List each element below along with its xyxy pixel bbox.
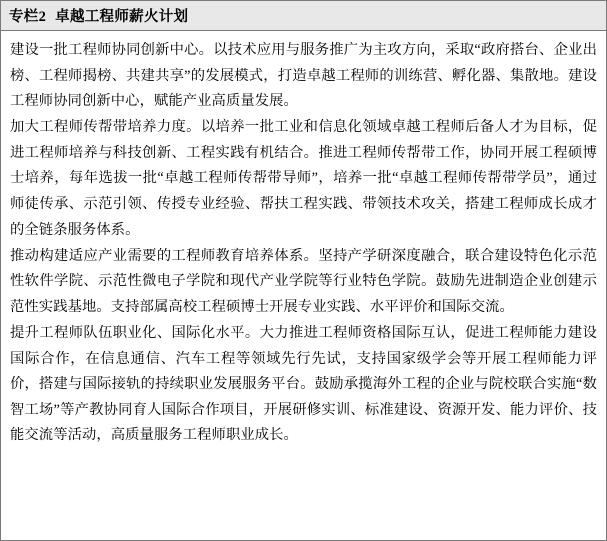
feature-box-header [1,1,606,31]
paragraph: 提升工程师队伍职业化、国际化水平。大力推进工程师资格国际互认，促进工程师能力建设国际合作，在信息通信、汽车工程等领域先行先试，支持国家级学会等开展工程师能力评价，搭建与国际接轨的持续职业发展服务平台。鼓励承揽海外工程的企业与院校联合实施“数智工场”等产教协同育人国际合作项目，开展研修实训、标准建设、资源开发、能力评价、技能交流等活动，高质量服务工程师职业成长。 [10,325,597,444]
feature-box-label: 专栏2 [9,9,47,25]
feature-box-title: 卓越工程师薪火计划 [55,9,189,25]
paragraph: 建设一批工程师协同创新中心。以技术应用与服务推广为主攻方向，采取“政府搭台、企业出榜、工程师揭榜、共建共享”的发展模式，打造卓越工程师的训练营、孵化器、集散地。建设工程师协同创新中心，赋能产业高质量发展。 [10,42,597,110]
feature-box-body [1,31,606,540]
paragraph: 推动构建适应产业需要的工程师教育培养体系。坚持产学研深度融合，联合建设特色化示范性软件学院、示范性微电子学院和现代产业学院等行业特色学院。鼓励先进制造企业创建示范性实践基地。支持部属高校工程硕博士开展专业实践、水平评价和国际交流。 [10,247,597,315]
paragraph: 加大工程师传帮带培养力度。以培养一批工业和信息化领域卓越工程师后备人才为目标，促进工程师培养与科技创新、工程实践有机结合。推进工程师传帮带工作，协同开展工程硕博士培养，每年选拔一批“卓越工程师传帮带导师”，培养一批“卓越工程师传帮带学员”，通过师徒传承、示范引领、传授专业经验、帮扶工程实践、带领技术攻关，搭建工程师成长成才的全链条服务体系。 [10,119,597,238]
